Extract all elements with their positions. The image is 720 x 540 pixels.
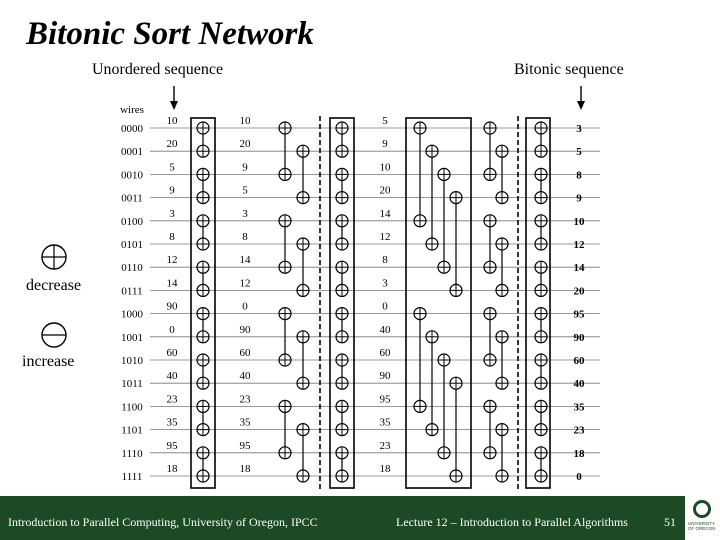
sequence-value: 23 bbox=[166, 393, 178, 406]
sequence-value: 8 bbox=[169, 231, 175, 243]
wire-label: 1111 bbox=[121, 471, 143, 483]
sequence-value: 12 bbox=[239, 277, 251, 290]
sequence-value: 35 bbox=[166, 416, 178, 429]
sequence-value: 3 bbox=[242, 207, 248, 220]
sorted-value: 23 bbox=[573, 424, 585, 437]
sorted-value: 0 bbox=[576, 471, 582, 483]
sorted-value: 90 bbox=[573, 331, 585, 344]
sequence-value: 0 bbox=[242, 300, 248, 313]
sorted-value: 8 bbox=[576, 169, 582, 182]
wire-label: 1011 bbox=[121, 378, 143, 391]
sorted-value: 5 bbox=[576, 146, 582, 159]
bitonic-arrow-head bbox=[577, 101, 585, 110]
sorted-value: 40 bbox=[573, 378, 585, 391]
sequence-value: 95 bbox=[166, 439, 178, 452]
footer-lecture-text: Lecture 12 – Introduction to Parallel Algorithms bbox=[396, 515, 628, 529]
sorted-value: 14 bbox=[573, 262, 585, 275]
sequence-value: 90 bbox=[379, 370, 391, 383]
sequence-value: 90 bbox=[166, 300, 178, 313]
wire-label: 1001 bbox=[121, 331, 143, 344]
wire-label: 0100 bbox=[121, 215, 143, 228]
wire-label: 0111 bbox=[121, 285, 143, 298]
sequence-value: 18 bbox=[239, 463, 251, 475]
logo-text: UNIVERSITY OF OREGON bbox=[688, 521, 716, 531]
wires-header: wires bbox=[120, 104, 144, 116]
sorted-value: 35 bbox=[573, 401, 585, 414]
bitonic-sequence-label: Bitonic sequence bbox=[514, 61, 624, 78]
sequence-value: 20 bbox=[166, 138, 178, 151]
sequence-value: 60 bbox=[379, 347, 391, 359]
sorted-value: 18 bbox=[573, 447, 585, 460]
sorted-value: 60 bbox=[573, 355, 585, 367]
sequence-value: 35 bbox=[239, 416, 251, 429]
sequence-value: 8 bbox=[382, 254, 388, 267]
wire-label: 0010 bbox=[121, 169, 143, 182]
sequence-value: 12 bbox=[166, 254, 178, 267]
wire-label: 0000 bbox=[121, 123, 143, 135]
increase-label: increase bbox=[22, 353, 75, 370]
wire-label: 1100 bbox=[121, 401, 143, 414]
unordered-arrow-head bbox=[170, 101, 178, 110]
sequence-value: 0 bbox=[169, 323, 175, 336]
sequence-value: 23 bbox=[239, 393, 251, 406]
sequence-value: 9 bbox=[169, 184, 175, 197]
sequence-value: 60 bbox=[239, 347, 251, 359]
sequence-value: 10 bbox=[239, 115, 251, 127]
wire-label: 1101 bbox=[121, 424, 143, 437]
sequence-value: 5 bbox=[242, 184, 248, 197]
footer-course-text: Introduction to Parallel Computing, University of Oregon, IPCC bbox=[8, 515, 318, 529]
sequence-value: 95 bbox=[239, 439, 251, 452]
sequence-value: 14 bbox=[239, 254, 251, 267]
wire-label: 0101 bbox=[121, 239, 143, 251]
sorted-value: 9 bbox=[576, 192, 582, 205]
sequence-value: 14 bbox=[166, 277, 178, 290]
sequence-value: 40 bbox=[239, 370, 251, 383]
wire-label: 0110 bbox=[121, 262, 143, 275]
sorted-value: 3 bbox=[576, 123, 582, 135]
sequence-value: 35 bbox=[379, 416, 391, 429]
unordered-sequence-label: Unordered sequence bbox=[92, 61, 224, 78]
page-number: 51 bbox=[664, 515, 676, 529]
sequence-value: 10 bbox=[379, 161, 391, 174]
sequence-value: 9 bbox=[242, 161, 248, 174]
sequence-value: 12 bbox=[379, 231, 391, 243]
sequence-value: 5 bbox=[169, 161, 175, 174]
wire-label: 1110 bbox=[121, 447, 143, 460]
sorted-value: 10 bbox=[573, 215, 585, 228]
sequence-value: 10 bbox=[166, 115, 178, 127]
sequence-value: 95 bbox=[379, 393, 391, 406]
university-logo bbox=[685, 496, 720, 540]
wire-label: 1000 bbox=[121, 308, 143, 321]
sequence-value: 18 bbox=[166, 463, 178, 475]
sequence-value: 60 bbox=[166, 347, 178, 359]
sequence-value: 9 bbox=[382, 138, 388, 151]
sequence-value: 20 bbox=[239, 138, 251, 151]
wire-label: 0001 bbox=[121, 146, 143, 159]
sorted-value: 20 bbox=[573, 285, 585, 298]
sequence-value: 90 bbox=[239, 323, 251, 336]
sequence-value: 40 bbox=[379, 323, 391, 336]
sequence-value: 8 bbox=[242, 231, 248, 243]
logo-o-icon bbox=[693, 500, 711, 518]
sequence-value: 0 bbox=[382, 300, 388, 313]
wire-label: 1010 bbox=[121, 355, 143, 367]
sorted-value: 95 bbox=[573, 308, 585, 321]
sequence-value: 3 bbox=[169, 207, 175, 220]
sorted-value: 12 bbox=[573, 239, 585, 251]
wire-label: 0011 bbox=[121, 192, 143, 205]
sequence-value: 23 bbox=[379, 439, 391, 452]
sequence-value: 14 bbox=[379, 207, 391, 220]
slide-title: Bitonic Sort Network bbox=[26, 16, 314, 52]
sequence-value: 5 bbox=[382, 115, 388, 127]
sequence-value: 20 bbox=[379, 184, 391, 197]
decrease-label: decrease bbox=[26, 277, 82, 294]
sequence-value: 3 bbox=[382, 277, 388, 290]
sequence-value: 40 bbox=[166, 370, 178, 383]
sequence-value: 18 bbox=[379, 463, 391, 475]
